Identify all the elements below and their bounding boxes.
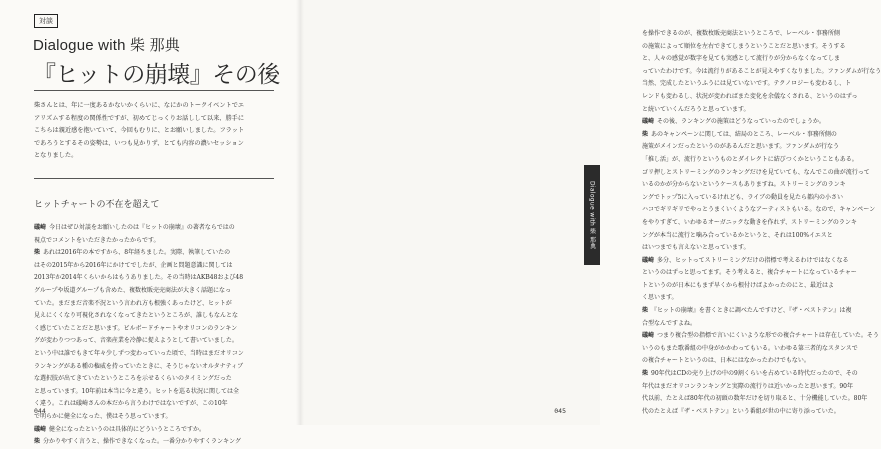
speaker-name: 礒崎	[642, 256, 655, 264]
body-line-text: ランキングがある種の権威を持っていたときに、そうじゃないオルタナティブ	[34, 362, 244, 370]
body-line	[642, 167, 870, 180]
speaker-name: 柴	[642, 307, 649, 315]
body-line-text: く感じていたことだと思います。ビルボードチャートやオリコンのランキン	[34, 324, 238, 332]
body-line-text: を操作できるのが、複数枚販売商法というところで、レーベル・事務所側	[642, 30, 840, 37]
body-line	[642, 129, 870, 142]
speaker-name: 礒崎	[642, 332, 655, 340]
body-line-text: 90年代はCDの売り上げの中の9割くらいを占めている時代だったので、その	[651, 370, 858, 378]
body-line-text: な選択肢が出てきていたというところを示せるくらいのタイミングだった	[34, 375, 232, 383]
body-line-text: その後、ランキングの施策はどうなっていったのでしょうか。	[657, 118, 825, 126]
speaker-name: 礒崎	[34, 425, 47, 433]
body-line-text: 分かりやすく言うと、操作できなくなった。一番分かりやすくランキング	[43, 438, 241, 446]
body-line	[642, 53, 870, 66]
left-page	[0, 0, 300, 446]
body-line-text: ハコでギリギリでやっとうまくいくようなアーティストもいる。なので、キャンペーン	[642, 206, 876, 214]
body-line-text: いるのかが分からないというケースもありますね。ストリーミングのランキ	[642, 181, 846, 189]
right-page	[300, 0, 881, 425]
body-line	[642, 305, 870, 318]
body-line-text: レンドも変わるし、状況が変わればまた変化を余儀なくされる、というのはずっ	[642, 92, 858, 100]
body-line-text: の複合チャートというのは、日本にはなかったわけでもない。	[642, 357, 810, 365]
speaker-name: 礒崎	[642, 118, 655, 126]
body-line-text: 健全になったというのは具体的にどういうところですか。	[49, 425, 205, 433]
speaker-name: 柴	[642, 370, 649, 378]
chapter-side-tab	[584, 165, 600, 265]
body-line	[642, 66, 881, 79]
lead-divider	[34, 178, 274, 179]
body-line-text: つまり複合型の指標で言いにくいような形での複合チャートは存在していた。そう	[657, 332, 879, 340]
body-line	[642, 255, 870, 268]
body-line-text: ゴリ押しとストリーミングのランキングだけを見ていても、なんでこの曲が流行って	[642, 168, 870, 176]
body-line-text: と、人々の感覚が数字を見ても実感として流行りが分からなくなってしま	[642, 55, 841, 63]
body-line-text: ングが本当に流行と噛み合っているかというと、それは100%イエスと	[642, 231, 833, 239]
body-line	[642, 104, 870, 117]
body-line	[642, 393, 870, 406]
body-line-text: グが変わりつつあって、音楽産業を冷静に捉えようとして書いていました。	[34, 337, 238, 345]
body-line	[34, 285, 270, 298]
body-line-text: ていた。まだまだ音楽不況という言われ方も根強くあったけど、ヒットが	[34, 299, 232, 307]
body-line-text: 視点でコメントをいただきたかったからです。	[34, 236, 160, 244]
body-line-text: く思います。	[642, 294, 678, 302]
speaker-name: 柴	[34, 249, 41, 257]
page-number-left: 044	[34, 407, 46, 415]
dialogue-title: Dialogue with 柴 那典	[33, 37, 180, 54]
body-line-text: 見えにくくなり可視化されなくなってきたというところが、誰しもなんとな	[34, 312, 239, 320]
speaker-name: 柴	[642, 130, 649, 138]
body-line-text: いうのもまた歌番組の中身がかかわってもいる。いわゆる第三者的なスタンスで	[642, 344, 858, 352]
body-line	[642, 368, 870, 381]
article-title: 『ヒットの崩壊』その後	[33, 62, 280, 88]
body-line-text: 合型なんですよね。	[642, 319, 697, 327]
body-line-text: 「推し活」が、流行りというものとダイレクトに結びつくかということもある。	[642, 155, 858, 163]
body-line-text: 今日はぜひ対談をお願いしたのは『ヒットの崩壊』の著者ならではの	[49, 224, 235, 231]
body-line	[34, 310, 270, 323]
body-line-text: あれは2016年の本ですから、8年経ちました。実際、執筆していたの	[43, 249, 231, 257]
body-line	[34, 373, 270, 386]
body-line	[34, 323, 270, 336]
section-tag: 対談	[34, 14, 58, 28]
body-line-text: 代以前、たとえば80年代の初頭の数年だけを切り取ると、十分機能していた。80年	[642, 395, 868, 403]
body-line	[642, 204, 876, 217]
body-line	[642, 280, 870, 293]
body-line-text: トというのが日本にもまず早くから根付けばよかったのにと、最近はよ	[642, 281, 835, 289]
body-line	[642, 141, 870, 154]
body-line	[642, 318, 870, 331]
lead-line: こちらは親近感を抱いていて、今回もむりに、とお願いしました。フラット	[34, 127, 245, 135]
body-line	[642, 292, 870, 305]
body-line-text: をやりすぎて、いわゆるオーガニックな動きを作れず、ストリーミングのランキ	[642, 218, 857, 226]
body-line	[34, 424, 270, 437]
body-line-text: ングでトップ5に入っているけれども、ライブの動員を見たら都内の小さい	[642, 193, 844, 201]
body-line-text: はその2015年から2016年にかけてでしたが、企画と問題意識に関しては	[34, 261, 233, 269]
speaker-name: 礒崎	[34, 224, 47, 231]
body-line-text: 『ヒットの崩壊』を書くときに調べたんですけど、『ザ・ベストテン』は複	[651, 307, 852, 315]
body-line-text: はいつまでも言えないと思っています。	[642, 244, 750, 252]
body-line-text: の施策によって順位を左右できてしまうということだと思います。そうする	[642, 42, 846, 50]
body-line-text: と思っています。10年前は本当に今と違う。ヒットを巡る状況に関しては全	[34, 387, 239, 395]
body-line	[34, 298, 270, 311]
body-line	[642, 217, 870, 230]
body-line	[34, 260, 270, 273]
lead-line: となりました。	[34, 152, 78, 160]
body-line-text: と続いていくんだろうと思っています。	[642, 105, 750, 113]
body-line	[34, 272, 270, 285]
lead-line: 柴さんとは、年に一度あるかないかくらいに、なにかのトークイベントでエ	[34, 102, 245, 109]
body-line	[34, 436, 270, 449]
body-line	[34, 386, 270, 399]
lead-line: アリズムする程度の関係性ですが、初めてじっくりお話しして以来、勝手に	[34, 114, 245, 122]
body-line	[642, 355, 870, 368]
body-line	[642, 267, 870, 280]
body-line-text: 代のたとえば『ザ・ベストテン』という番組が世の中に寄り添っていた。	[642, 407, 840, 415]
body-line-text: 当然、完成したというふうには見ていないです。テクノロジーも変わるし、ト	[642, 80, 852, 88]
lead-line: であろうとするその姿勢は、いつも見かりず、とても内容の濃いセッション	[34, 139, 244, 147]
body-line	[34, 247, 270, 260]
body-line-text: っていたわけです。今は流行りがあることが見えやすくなりました。ファンダムが行なう	[642, 67, 881, 75]
book-gutter	[296, 0, 304, 425]
page-number-right: 045	[554, 407, 566, 415]
body-line	[642, 28, 870, 41]
section-heading: ヒットチャートの不在を超えて	[34, 200, 160, 210]
body-line	[642, 78, 870, 91]
body-line-text: 多分、ヒットってストリーミングだけの指標で考えるわけではなくなる	[657, 256, 849, 264]
title-divider	[34, 90, 274, 91]
body-line	[642, 406, 870, 419]
body-line	[642, 230, 870, 243]
body-line	[34, 335, 270, 348]
body-line	[642, 242, 870, 255]
body-line	[34, 348, 270, 361]
body-line	[642, 91, 870, 104]
body-line	[642, 116, 870, 129]
body-line-text: 施策がメインだったというのがあるんだと思います。ファンダムが行なう	[642, 143, 840, 151]
body-line	[642, 381, 870, 394]
body-line-text: グループや坂道グループも含めた、複数枚販売売商法が大きく話題になっ	[34, 286, 232, 294]
body-line	[642, 343, 870, 356]
body-line	[642, 179, 870, 192]
lead-paragraph	[34, 100, 270, 163]
body-line-text: あのキャンペーンに関しては、結局のところ、レーベル・事務所側の	[651, 130, 837, 138]
body-line	[642, 41, 870, 54]
body-line	[642, 154, 870, 167]
left-body-text	[34, 222, 270, 449]
body-line	[34, 411, 270, 424]
body-line	[642, 330, 879, 343]
body-line	[34, 361, 270, 374]
right-body-text	[642, 28, 881, 418]
body-line	[34, 398, 270, 411]
body-line-text: というのはずっと思ってます。そう考えると、複合チャートになっているチャー	[642, 269, 857, 277]
body-line-text: という中は誰でもきて年々少しずつ変わっていった頃で、当時はまだオリコン	[34, 349, 244, 357]
body-line-text: く違う。これは礒崎さんの本だから言うわけではないですが、この10年	[34, 400, 228, 408]
body-line	[34, 235, 270, 248]
body-line-text: 2013年か2014年くらいからはもうありました。その当時はAKB48および48	[34, 274, 244, 282]
body-line	[642, 192, 870, 205]
side-tab-label: Dialogue with 柴 那典	[588, 180, 596, 250]
body-line-text: で明らかに健全になった、僕はそう思っています。	[34, 412, 172, 420]
speaker-name: 柴	[34, 438, 41, 446]
body-line	[34, 222, 270, 235]
body-line-text: 年代はまだオリコンランキングと実際の流行りは近いかったと思います。90年	[642, 382, 853, 390]
